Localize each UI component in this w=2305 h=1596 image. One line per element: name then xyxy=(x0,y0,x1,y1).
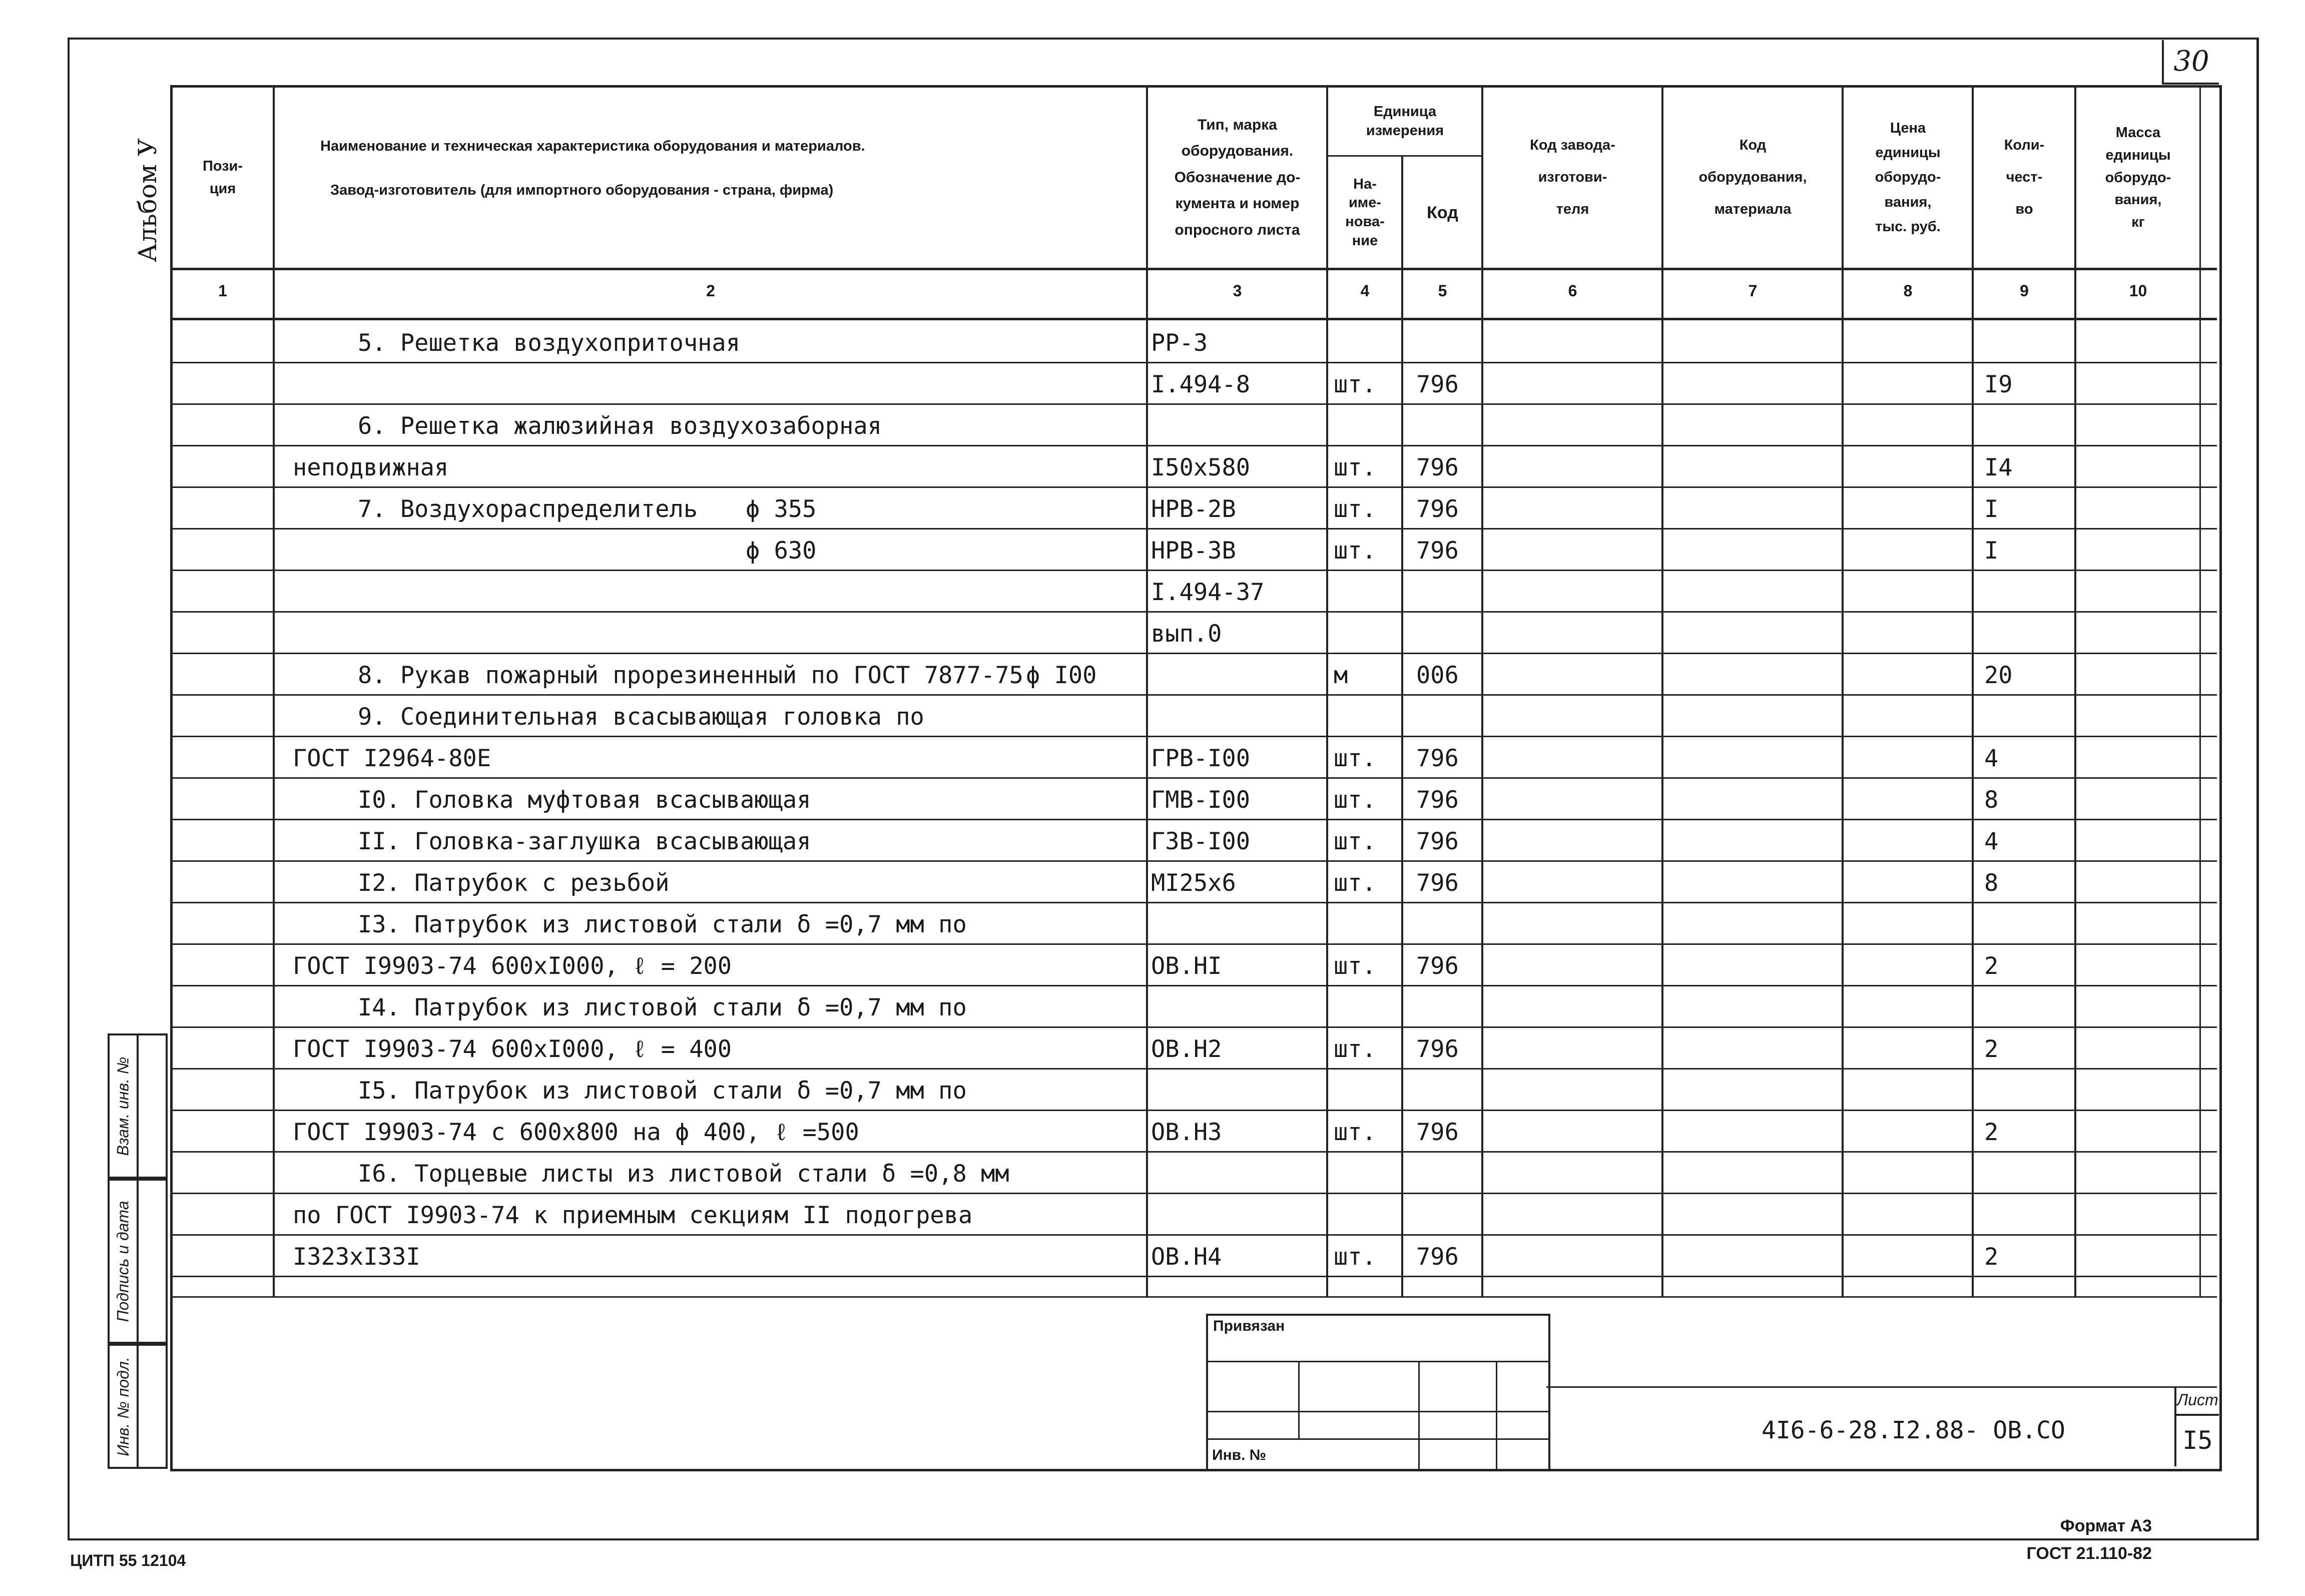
binding-stamp xyxy=(1206,1314,1550,1471)
row-item-diameter: ϕ 630 xyxy=(746,537,817,565)
page-number: 30 xyxy=(2162,40,2219,85)
header-quantity: Коли- чест- во xyxy=(2004,137,2045,217)
stamp-inv-label: Инв. № xyxy=(1212,1447,1267,1463)
row-rule xyxy=(170,777,2217,779)
row-type-mark: ОВ.Н4 xyxy=(1151,1243,1222,1271)
header-bottom-rule xyxy=(170,268,2217,270)
header-unit-price: Цена единицы оборудо- вания, тыс. руб. xyxy=(1875,120,1941,235)
row-rule xyxy=(170,1151,2217,1153)
row-rule xyxy=(170,1276,2217,1277)
row-quantity: 2 xyxy=(1984,1119,1999,1146)
row-unit-name: шт. xyxy=(1334,828,1376,855)
row-quantity: I xyxy=(1984,495,1999,523)
row-unit-code: 796 xyxy=(1416,1035,1459,1063)
header-name-line1: Наименование и техническая характеристика оборудования и материалов. xyxy=(320,138,865,154)
col-number-8: 8 xyxy=(1903,282,1913,300)
row-unit-name: шт. xyxy=(1334,1035,1376,1063)
row-unit-name: шт. xyxy=(1334,952,1376,980)
col-sep-8 xyxy=(1972,85,1974,1296)
stamp-rule xyxy=(1208,1361,1548,1362)
row-rule xyxy=(170,403,2217,405)
row-unit-code: 796 xyxy=(1416,786,1459,814)
row-type-mark: ОВ.Н3 xyxy=(1151,1119,1222,1146)
row-quantity: I xyxy=(1984,537,1999,565)
col-sep-5 xyxy=(1481,85,1483,1296)
side-stamp-label: Подпись и дата xyxy=(114,1200,132,1322)
header-type-mark: Тип, марка оборудования. Обозначение до- кумента и номер опросного листа xyxy=(1174,116,1301,238)
row-item-name: 7. Воздухораспределитель xyxy=(358,495,698,523)
col-number-6: 6 xyxy=(1568,282,1577,300)
row-item-name: 8. Рукав пожарный прорезиненный по ГОСТ 7877-75 xyxy=(358,662,1023,689)
row-type-mark: НРВ-3В xyxy=(1151,537,1236,565)
row-quantity: 4 xyxy=(1984,828,1999,855)
title-block-top-rule xyxy=(1546,1386,2217,1388)
stamp-rule xyxy=(1496,1361,1497,1471)
row-unit-name: шт. xyxy=(1334,1243,1376,1271)
col-number-5: 5 xyxy=(1438,282,1447,300)
row-unit-code: 796 xyxy=(1416,828,1459,855)
header-factory-code: Код завода- изготови- теля xyxy=(1530,137,1615,217)
sheet-number: I5 xyxy=(2182,1425,2213,1455)
row-rule xyxy=(170,819,2217,820)
album-label: Альбом У xyxy=(133,138,163,262)
footer-format: Формат А3 xyxy=(2060,1516,2152,1535)
row-rule xyxy=(170,1193,2217,1194)
side-stamp-signature-date xyxy=(108,1179,168,1344)
row-item-name: I4. Патрубок из листовой стали δ =0,7 мм по xyxy=(358,994,967,1021)
row-rule xyxy=(170,611,2217,613)
row-quantity: 8 xyxy=(1984,869,1999,897)
side-stamp-replacement-inv xyxy=(108,1033,168,1179)
col-number-7: 7 xyxy=(1748,282,1758,300)
col-number-9: 9 xyxy=(2020,282,2029,300)
col-number-1: 1 xyxy=(218,282,227,300)
row-item-name: II. Головка-заглушка всасывающая xyxy=(358,828,811,855)
header-unit-name: На- име- нова- ние xyxy=(1345,176,1385,249)
document-code: 4I6-6-28.I2.88- ОВ.СО xyxy=(1762,1416,2065,1444)
row-quantity: I9 xyxy=(1984,371,2013,398)
col-sep-9 xyxy=(2074,85,2076,1296)
row-unit-code: 796 xyxy=(1416,869,1459,897)
col-number-2: 2 xyxy=(706,282,715,300)
row-rule xyxy=(170,694,2217,696)
col-sep-1 xyxy=(273,85,275,1296)
row-type-mark: РР-3 xyxy=(1151,329,1208,357)
row-rule xyxy=(170,528,2217,529)
row-quantity: 2 xyxy=(1984,952,1999,980)
row-type-mark: I.494-8 xyxy=(1151,371,1251,398)
row-type-mark: ГМВ-I00 xyxy=(1151,786,1251,814)
footer-print-code: ЦИТП 55 12104 xyxy=(70,1551,186,1569)
row-unit-name: шт. xyxy=(1334,869,1376,897)
row-item-name: I0. Головка муфтовая всасывающая xyxy=(358,786,811,814)
row-rule xyxy=(170,860,2217,862)
row-rule xyxy=(170,1234,2217,1236)
row-item-name: неподвижная xyxy=(293,454,449,481)
side-stamp-label: Инв. № подл. xyxy=(114,1356,132,1456)
row-rule xyxy=(170,445,2217,446)
row-rule xyxy=(170,486,2217,488)
row-type-mark: ОВ.Н2 xyxy=(1151,1035,1222,1063)
col-number-3: 3 xyxy=(1233,282,1242,300)
row-item-name: ГОСТ I9903-74 600xI000, ℓ = 200 xyxy=(293,952,732,980)
row-item-name: I5. Патрубок из листовой стали δ =0,7 мм по xyxy=(358,1077,967,1105)
row-unit-name: шт. xyxy=(1334,537,1376,565)
table-body-bottom-rule xyxy=(170,1296,2217,1298)
row-type-mark: ОВ.НI xyxy=(1151,952,1222,980)
row-unit-name: шт. xyxy=(1334,745,1376,772)
row-item-name: 5. Решетка воздухоприточная xyxy=(358,329,741,357)
row-unit-name: шт. xyxy=(1334,786,1376,814)
row-item-name: по ГОСТ I9903-74 к приемным секциям II подогрева xyxy=(293,1202,973,1229)
header-name-line2: Завод-изготовитель (для импортного оборудования - страна, фирма) xyxy=(330,182,834,198)
header-equipment-code: Код оборудования, материала xyxy=(1698,137,1807,217)
row-unit-code: 796 xyxy=(1416,495,1459,523)
row-type-mark: I50x580 xyxy=(1151,454,1251,481)
row-type-mark: ГЗВ-I00 xyxy=(1151,828,1251,855)
row-rule xyxy=(170,570,2217,571)
row-rule xyxy=(170,736,2217,737)
row-unit-name: шт. xyxy=(1334,371,1376,398)
header-unit-code: Код xyxy=(1427,203,1458,222)
row-item-name: I2. Патрубок с резьбой xyxy=(358,869,670,897)
row-rule xyxy=(170,943,2217,945)
stamp-rule xyxy=(1418,1361,1420,1471)
row-unit-code: 796 xyxy=(1416,454,1459,481)
row-unit-code: 006 xyxy=(1416,662,1459,689)
row-type-mark: вып.0 xyxy=(1151,620,1222,648)
row-item-name: I323xI33I xyxy=(293,1243,420,1271)
row-unit-name: шт. xyxy=(1334,495,1376,523)
row-unit-name: шт. xyxy=(1334,1119,1376,1146)
binding-stamp-label: Привязан xyxy=(1213,1318,1285,1334)
row-rule xyxy=(170,985,2217,986)
row-quantity: 2 xyxy=(1984,1035,1999,1063)
footer-gost: ГОСТ 21.110-82 xyxy=(2026,1544,2152,1563)
col-number-4: 4 xyxy=(1360,282,1370,300)
row-item-diameter: ϕ I00 xyxy=(1026,662,1097,689)
row-unit-name: м xyxy=(1334,662,1348,689)
row-rule xyxy=(170,902,2217,903)
row-unit-code: 796 xyxy=(1416,952,1459,980)
row-quantity: 8 xyxy=(1984,786,1999,814)
col-sep-6 xyxy=(1661,85,1663,1296)
stamp-rule xyxy=(1208,1438,1548,1440)
row-item-name: I6. Торцевые листы из листовой стали δ =0,8 мм xyxy=(358,1160,1009,1188)
row-item-name: ГОСТ I9903-74 600xI000, ℓ = 400 xyxy=(293,1035,732,1063)
unit-header-divider xyxy=(1326,155,1481,157)
row-rule xyxy=(170,1110,2217,1111)
row-quantity: 2 xyxy=(1984,1243,1999,1271)
row-type-mark: I.494-37 xyxy=(1151,579,1265,606)
row-unit-code: 796 xyxy=(1416,371,1459,398)
col-sep-2 xyxy=(1146,85,1148,1296)
row-item-diameter: ϕ 355 xyxy=(746,495,817,523)
sheet-label: Лист xyxy=(2176,1386,2219,1416)
row-quantity: 4 xyxy=(1984,745,1999,772)
stamp-rule xyxy=(1208,1411,1548,1412)
col-number-10: 10 xyxy=(2129,282,2147,300)
colnum-bottom-rule xyxy=(170,318,2217,320)
row-item-name: 6. Решетка жалюзийная воздухозаборная xyxy=(358,412,882,440)
col-sep-3 xyxy=(1326,85,1328,1296)
row-unit-code: 796 xyxy=(1416,537,1459,565)
row-rule xyxy=(170,1068,2217,1070)
row-type-mark: МI25x6 xyxy=(1151,869,1236,897)
row-rule xyxy=(170,362,2217,363)
header-unit: Единица измерения xyxy=(1366,103,1444,139)
row-rule xyxy=(170,1026,2217,1028)
row-item-name: I3. Патрубок из листовой стали δ =0,7 мм по xyxy=(358,911,967,938)
row-type-mark: НРВ-2В xyxy=(1151,495,1236,523)
side-stamp-label: Взам. инв. № xyxy=(114,1056,132,1156)
stamp-rule xyxy=(1298,1361,1300,1438)
col-sep-10 xyxy=(2199,85,2201,1296)
row-unit-code: 796 xyxy=(1416,1243,1459,1271)
header-position: Пози- ция xyxy=(202,158,243,197)
col-sep-7 xyxy=(1842,85,1844,1296)
row-quantity: I4 xyxy=(1984,454,2013,481)
row-unit-code: 796 xyxy=(1416,745,1459,772)
side-stamp-original-inv xyxy=(108,1344,168,1469)
row-type-mark: ГРВ-I00 xyxy=(1151,745,1251,772)
row-unit-name: шт. xyxy=(1334,454,1376,481)
row-quantity: 20 xyxy=(1984,662,2013,689)
row-item-name: 9. Соединительная всасывающая головка по xyxy=(358,703,924,731)
row-rule xyxy=(170,653,2217,654)
col-sep-4 xyxy=(1401,155,1403,1296)
row-item-name: ГОСТ I9903-74 с 600x800 на ϕ 400, ℓ =500 xyxy=(293,1119,859,1146)
row-unit-code: 796 xyxy=(1416,1119,1459,1146)
header-unit-mass: Масса единицы оборудо- вания, кг xyxy=(2105,124,2171,231)
sheet-box xyxy=(2174,1386,2219,1466)
row-item-name: ГОСТ I2964-80Е xyxy=(293,745,491,772)
